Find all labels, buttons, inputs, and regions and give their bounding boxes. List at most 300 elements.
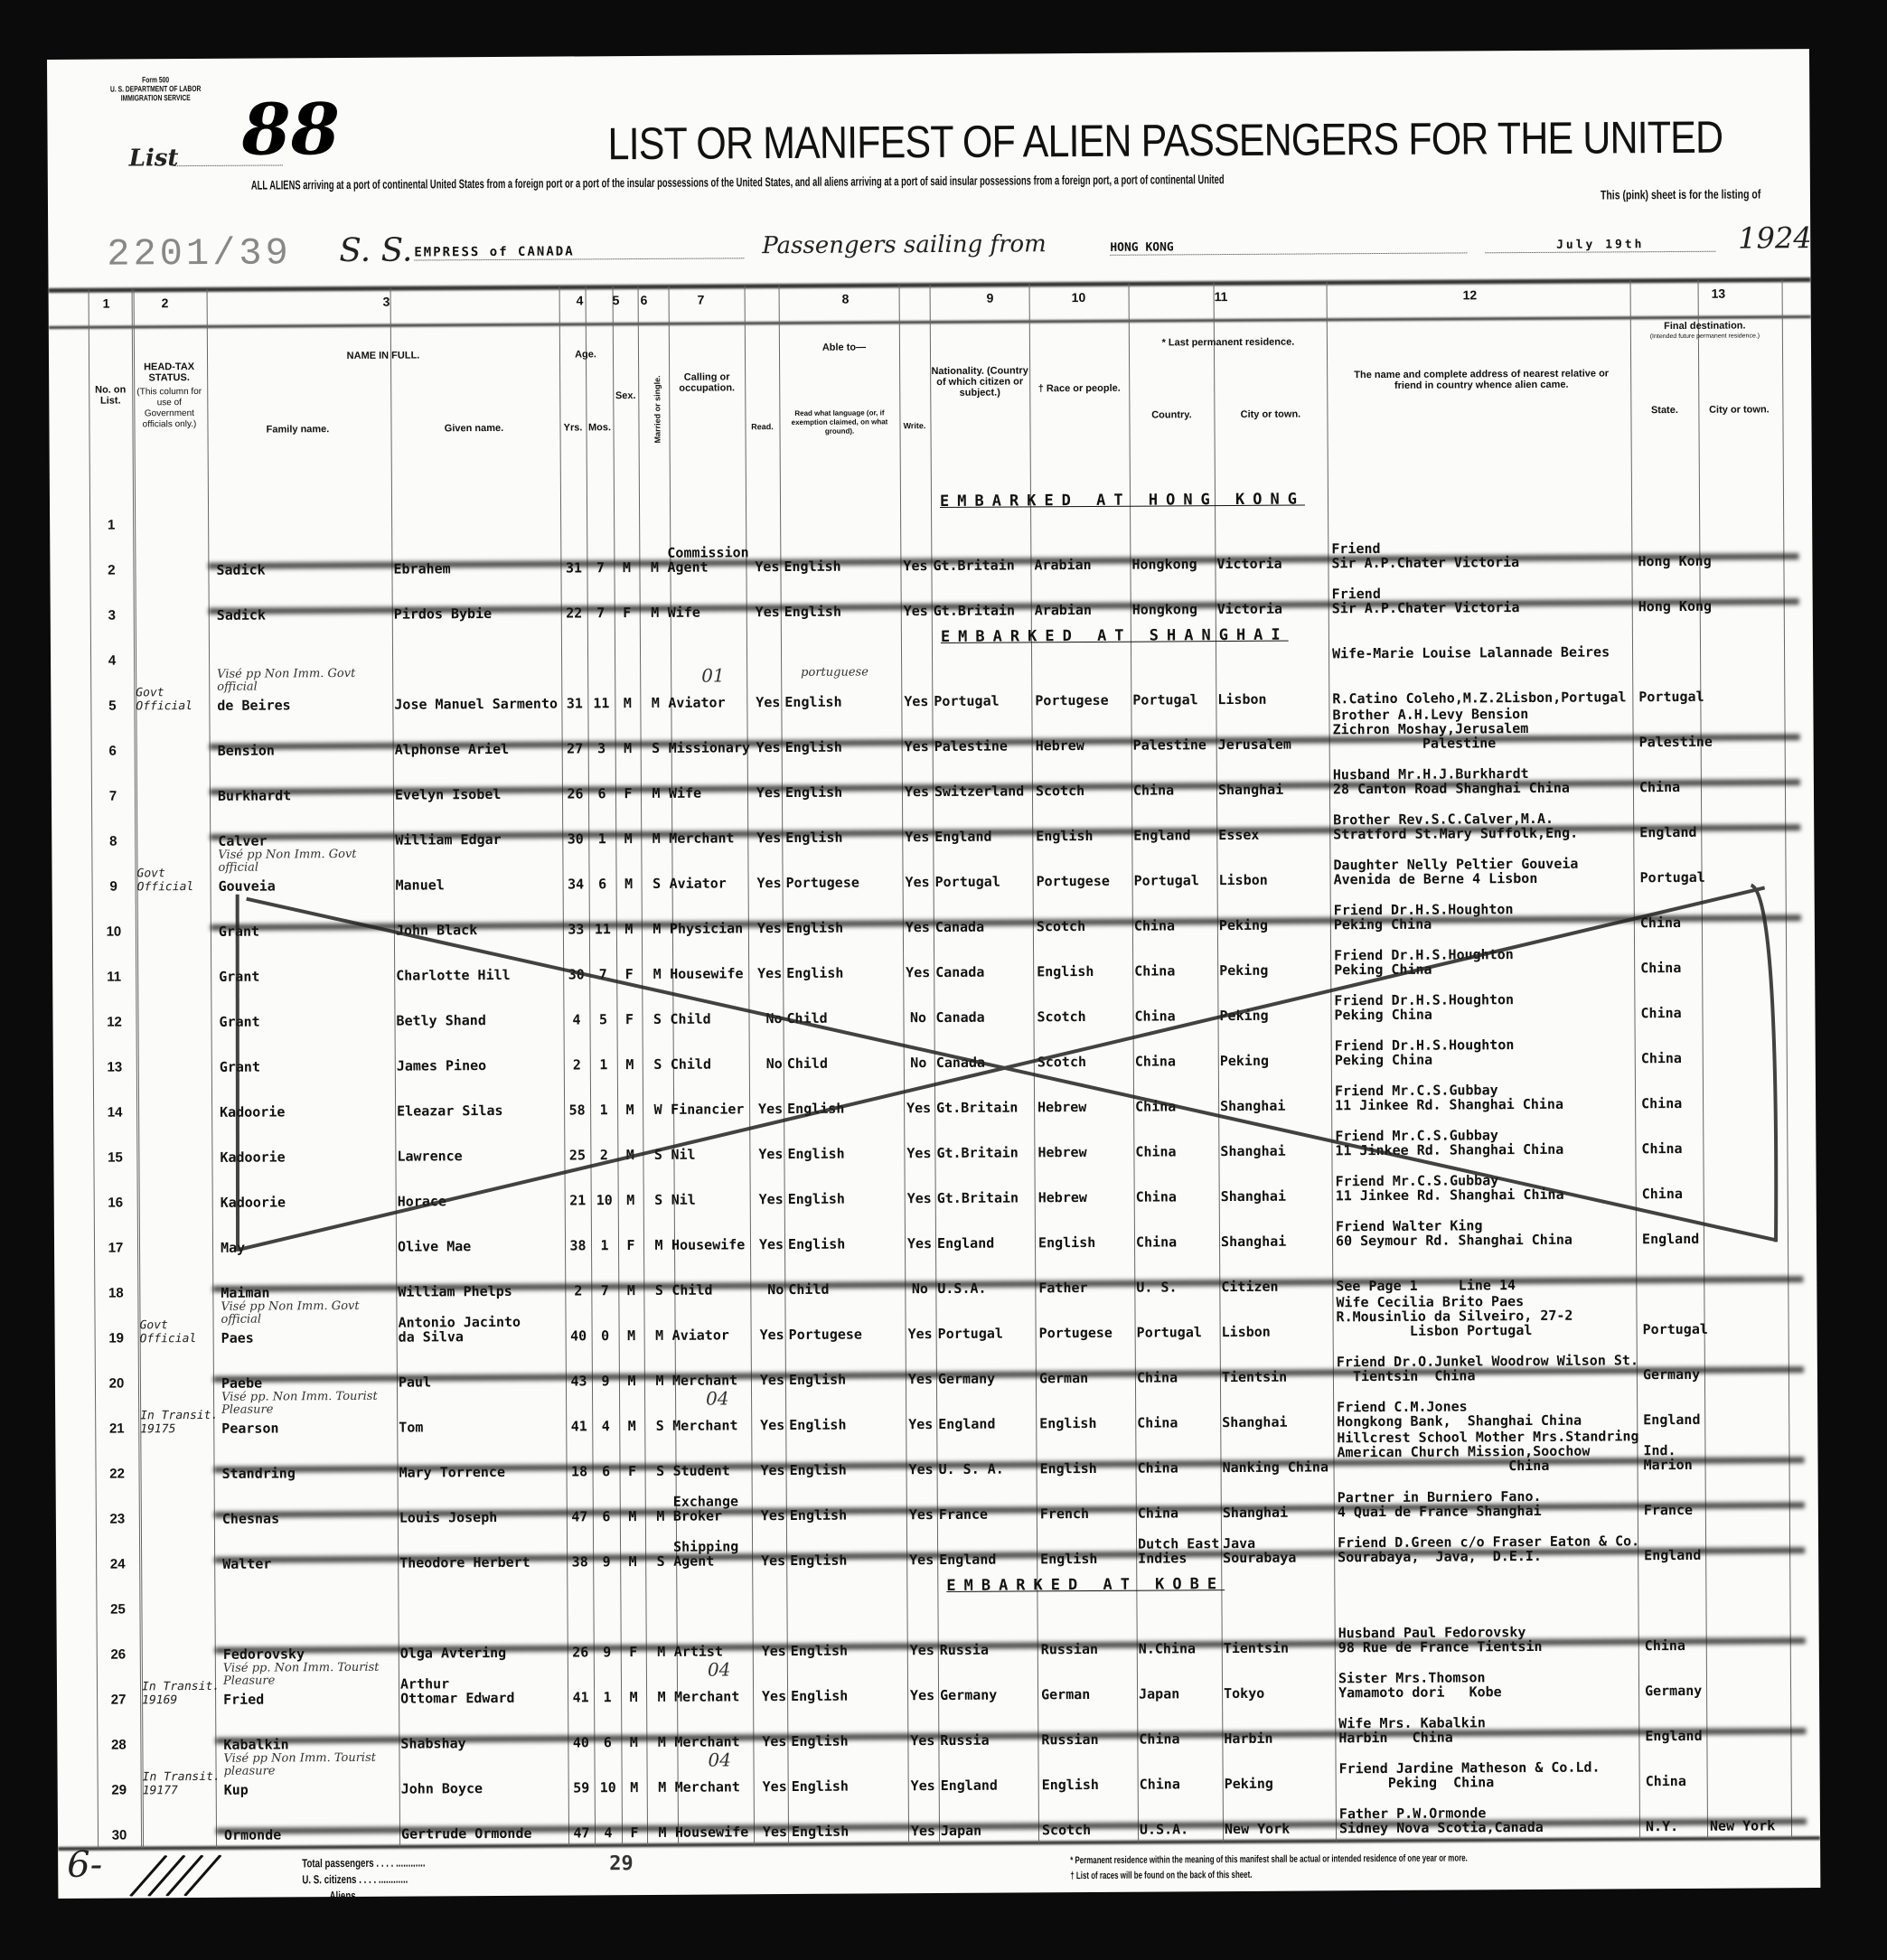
- cell-given: Tom: [399, 1419, 424, 1436]
- cell-language: English: [791, 1823, 850, 1841]
- cell-sex: M: [624, 921, 634, 938]
- cell-read: Yes: [761, 1552, 786, 1570]
- cell-calling: Nil: [671, 1191, 696, 1208]
- cell-read: Yes: [756, 920, 782, 937]
- cell-sex: M: [623, 695, 632, 712]
- cell-calling: Missionary: [668, 739, 751, 756]
- us-citizens-text: U. S. citizens: [302, 1871, 357, 1887]
- occupation-code: 01: [701, 664, 725, 687]
- occupation-code: 04: [705, 1387, 729, 1410]
- cell-write: Yes: [909, 1642, 934, 1659]
- cell-given: Louis Joseph: [399, 1508, 498, 1526]
- column-number: 10: [1071, 289, 1086, 305]
- cell-family: Kadoorie: [220, 1194, 286, 1211]
- cell-married: S: [652, 1010, 662, 1027]
- cell-mos: 10: [596, 1192, 613, 1209]
- cell-mos: 6: [597, 785, 606, 802]
- cell-language: English: [791, 1687, 849, 1705]
- total-passengers-text: Total passengers: [302, 1855, 374, 1871]
- cell-relative: Husband Paul Fedorovsky 98 Rue de France Tientsin: [1338, 1624, 1543, 1656]
- cell-language: English: [784, 693, 842, 711]
- cell-family: Grant: [219, 1013, 260, 1030]
- cell-no: 11: [107, 969, 122, 985]
- cell-no: 17: [108, 1240, 124, 1256]
- cell-race: Scotch: [1036, 917, 1086, 935]
- cell-headtax: Govt Official: [136, 867, 194, 895]
- cell-language: English: [790, 1642, 849, 1660]
- cell-language: English: [787, 1100, 845, 1118]
- cell-yrs: 30: [567, 830, 584, 848]
- cell-state: Germany: [1642, 1365, 1701, 1383]
- handwritten-annotation: Visé pp Non Imm. Govt official: [221, 1299, 360, 1327]
- cell-write: Yes: [910, 1732, 935, 1749]
- cell-no: 7: [108, 788, 117, 804]
- cell-no: 5: [108, 698, 117, 714]
- cell-married: W: [653, 1101, 662, 1118]
- cell-no: 4: [108, 652, 117, 669]
- cell-married: M: [654, 1236, 663, 1253]
- cell-state: Hong Kong: [1638, 597, 1713, 615]
- column-number: 7: [697, 292, 705, 307]
- cell-city: Peking: [1219, 1052, 1270, 1070]
- cell-family: Bension: [217, 742, 275, 759]
- handwritten-annotation: Visé pp. Non Imm. Tourist Pleasure: [221, 1389, 378, 1417]
- cell-calling: Aviator: [671, 1327, 729, 1344]
- cell-family: Standring: [221, 1465, 296, 1482]
- cell-sex: M: [624, 740, 633, 757]
- cell-country: China: [1135, 1098, 1177, 1115]
- cell-country: U.S.A.: [1139, 1821, 1189, 1838]
- cell-given: John Boyce: [400, 1780, 483, 1797]
- cell-calling: Financier: [671, 1101, 745, 1118]
- cell-yrs: 25: [568, 1147, 587, 1164]
- cell-language: English: [787, 1145, 845, 1163]
- cell-no: 15: [108, 1149, 123, 1166]
- cell-yrs: 2: [574, 1282, 583, 1299]
- cell-country: England: [1133, 827, 1191, 844]
- cell-yrs: 40: [572, 1734, 589, 1751]
- cell-city: Shanghai: [1222, 1504, 1289, 1522]
- cell-sex: F: [624, 966, 634, 983]
- cell-read: No: [765, 1010, 783, 1027]
- cell-yrs: 41: [572, 1689, 589, 1706]
- cell-relative: Friend Mr.C.S.Gubbay 11 Jinkee Rd. Shanghai China: [1334, 1082, 1564, 1114]
- cell-calling: Commission Agent: [667, 544, 749, 576]
- cell-write: Yes: [908, 1506, 934, 1524]
- cell-nationality: Portugal: [934, 873, 1000, 891]
- cell-relative: Hillcrest School Mother Mrs.Standring American Church Mission,Soochow China: [1337, 1428, 1639, 1476]
- cell-no: 8: [109, 833, 117, 849]
- inspection-stamp: [112, 1855, 248, 1897]
- cell-family: May: [220, 1239, 246, 1256]
- cancel-bracket-left: [236, 895, 239, 1252]
- port-of-departure: HONG KONG: [1110, 239, 1467, 255]
- cell-calling: Aviator: [668, 694, 726, 711]
- column-number: 6: [640, 292, 648, 307]
- cell-read: Yes: [762, 1824, 788, 1841]
- header-name-in-full: NAME IN FULL.: [346, 350, 420, 361]
- cell-calling: Artist: [673, 1643, 724, 1660]
- cell-mos: 7: [596, 605, 606, 622]
- cell-calling: Child: [670, 1010, 711, 1027]
- cell-nationality: England: [939, 1551, 997, 1569]
- cell-yrs: 30: [568, 966, 585, 983]
- cell-nationality: Gt.Britain: [936, 1099, 1019, 1117]
- cell-yrs: 18: [570, 1463, 588, 1480]
- section-heading: EMBARKED AT HONG KONG: [939, 490, 1305, 511]
- cell-no: 25: [110, 1601, 126, 1618]
- cell-relative: Father P.W.Ormonde Sidney Nova Scotia,Canada: [1338, 1805, 1544, 1837]
- aliens-label: Aliens . . . . ............: [329, 1888, 408, 1903]
- column-number: 13: [1711, 286, 1726, 301]
- ship-name: EMPRESS of CANADA: [414, 243, 744, 260]
- cell-relative: See Page 1 Line 14: [1336, 1277, 1516, 1295]
- cell-calling: Nil: [671, 1146, 696, 1163]
- cell-read: Yes: [758, 1146, 784, 1163]
- department: U. S. DEPARTMENT OF LABOR: [109, 83, 202, 94]
- cell-relative: Friend Dr.H.S.Houghton Peking China: [1333, 901, 1514, 933]
- cell-relative: Friend Jardine Matheson & Co.Ld. Peking China: [1338, 1758, 1601, 1792]
- cell-mos: 7: [600, 1282, 609, 1299]
- final-destination-title: Final destination.: [1664, 320, 1746, 333]
- header-race: † Race or people.: [1037, 382, 1121, 395]
- cell-country: China: [1134, 962, 1176, 980]
- cell-state: Portugal: [1642, 1320, 1708, 1338]
- cell-married: M: [650, 558, 660, 576]
- cell-family: Kadoorie: [220, 1149, 286, 1166]
- cell-state: China: [1640, 1049, 1682, 1067]
- cell-married: M: [652, 965, 662, 982]
- cell-race: English: [1037, 962, 1094, 980]
- cell-nationality: England: [934, 828, 992, 846]
- cell-nationality: Russia: [939, 1641, 990, 1658]
- cell-state: China: [1638, 778, 1681, 796]
- cell-state: China: [1641, 1139, 1683, 1158]
- cell-city: Victoria: [1216, 555, 1282, 573]
- cell-yrs: 58: [568, 1102, 586, 1119]
- cell-language: English: [784, 783, 843, 802]
- cell-calling: Housewife: [674, 1824, 749, 1841]
- cell-given: Eleazar Silas: [397, 1102, 503, 1120]
- column-number: 12: [1462, 287, 1478, 303]
- cell-language: Portugese: [785, 874, 859, 892]
- cell-read: Yes: [755, 604, 780, 621]
- cell-married: M: [651, 694, 660, 711]
- cell-race: Scotch: [1041, 1821, 1092, 1839]
- cell-no: 12: [107, 1014, 122, 1030]
- cell-sex: M: [630, 1779, 639, 1796]
- cell-country: Palestine: [1132, 736, 1206, 754]
- cell-city: Java Sourabaya: [1223, 1534, 1297, 1567]
- cell-city: Peking: [1224, 1775, 1273, 1793]
- cell-no: 29: [111, 1782, 127, 1798]
- header-nationality: Nationality. (Country of which citizen or subject.): [931, 365, 1028, 399]
- cell-nationality: Germany: [940, 1686, 998, 1703]
- cell-mos: 9: [603, 1644, 612, 1661]
- cell-read: Yes: [756, 830, 782, 847]
- head-tax-note: (This column for use of Government officials only.): [136, 386, 202, 430]
- column-number: 11: [1214, 289, 1228, 305]
- cell-nationality: Japan: [940, 1822, 982, 1839]
- cell-sex: M: [622, 559, 632, 577]
- cell-country: China: [1137, 1459, 1178, 1477]
- cell-race: English: [1041, 1776, 1099, 1794]
- cell-write: Yes: [904, 738, 929, 755]
- handwritten-annotation: Visé pp Non Imm. Tourist pleasure: [223, 1750, 377, 1778]
- cell-state: England: [1645, 1727, 1703, 1745]
- cell-write: Yes: [904, 783, 930, 801]
- cell-write: Yes: [907, 1326, 933, 1343]
- cell-calling: Aviator: [669, 875, 727, 892]
- cell-state: China: [1640, 959, 1682, 977]
- cell-race: Arabian: [1034, 556, 1092, 574]
- cell-language: Child: [788, 1280, 830, 1299]
- cell-sex: F: [624, 785, 633, 802]
- cell-nationality: Gt.Britain: [933, 557, 1015, 575]
- cell-nationality: Canada: [934, 918, 985, 936]
- cell-country: N.China: [1138, 1640, 1197, 1657]
- cell-nationality: Russia: [940, 1731, 990, 1749]
- footnote-races: † List of races will be found on the back of this sheet.: [1070, 1869, 1253, 1882]
- cell-mos: 6: [602, 1508, 611, 1525]
- cell-state: England: [1641, 1230, 1700, 1248]
- cell-language: English: [784, 603, 842, 621]
- column-number: 8: [841, 291, 850, 306]
- cell-nationality: U. S. A.: [938, 1460, 1004, 1478]
- cell-no: 2: [108, 562, 116, 578]
- cell-no: 24: [109, 1556, 126, 1572]
- total-passengers-label: Total passengers . . . . ............: [302, 1855, 426, 1871]
- cell-sex: M: [625, 1147, 634, 1164]
- cell-yrs: 40: [570, 1327, 587, 1345]
- cell-calling: Wife: [667, 604, 700, 621]
- cell-married: S: [654, 1281, 663, 1299]
- cell-married: M: [656, 1507, 665, 1524]
- cell-given: Evelyn Isobel: [394, 785, 502, 803]
- cell-married: M: [655, 1327, 664, 1344]
- cell-city: Lisbon: [1217, 690, 1267, 708]
- header-read: Read.: [751, 422, 774, 432]
- cell-married: S: [655, 1462, 665, 1479]
- header-married: Married or single.: [652, 375, 662, 444]
- cell-language: Portugese: [788, 1326, 862, 1344]
- column-number: 4: [576, 293, 584, 308]
- sailing-date: July 19th: [1485, 238, 1715, 254]
- cell-state: England: [1644, 1546, 1702, 1564]
- column-number: 9: [986, 290, 994, 305]
- cell-city: Shanghai: [1220, 1187, 1287, 1205]
- cell-given: Horace: [397, 1193, 446, 1210]
- cell-state: China: [1645, 1772, 1686, 1790]
- cell-race: Portugese: [1038, 1324, 1112, 1342]
- header-dest-city: City or town.: [1709, 404, 1770, 416]
- cell-calling: Exchange Broker: [672, 1493, 739, 1524]
- cell-city: Essex: [1218, 826, 1260, 844]
- cell-write: Yes: [906, 1235, 933, 1252]
- header-relative: The name and complete address of nearest relative or friend in country whence alien came.: [1354, 368, 1610, 391]
- cell-mos: 9: [601, 1373, 610, 1390]
- cell-no: 21: [108, 1421, 125, 1437]
- header-family-name: Family name.: [266, 424, 330, 436]
- cell-given: Theodore Herbert: [399, 1553, 530, 1571]
- cell-nationality: Gt.Britain: [936, 1189, 1019, 1207]
- cell-write: Yes: [905, 874, 930, 891]
- cell-race: Russian: [1040, 1640, 1099, 1658]
- header-read-language: Read what language (or, if exemption claimed, on what ground).: [791, 408, 888, 436]
- cancel-stroke-1: [247, 889, 1776, 1252]
- cell-no: 9: [109, 878, 117, 895]
- cell-married: M: [657, 1643, 666, 1660]
- cell-city: Harbin: [1224, 1730, 1273, 1748]
- cell-country: China: [1136, 1369, 1178, 1386]
- cell-write: Yes: [910, 1777, 935, 1795]
- cell-state: Portugal: [1638, 688, 1704, 706]
- cell-given: Arthur Ottomar Edward: [399, 1675, 515, 1707]
- cell-city: New York: [1224, 1820, 1291, 1838]
- cell-family: Fried: [223, 1691, 265, 1708]
- cell-yrs: 47: [573, 1824, 590, 1842]
- cell-married: M: [652, 784, 661, 802]
- cell-relative: Friend Mr.C.S.Gubbay 11 Jinkee Rd. Shanghai China: [1335, 1127, 1564, 1159]
- cell-relative: Brother A.H.Levy Bension Zichron Moshay,Jerusalem Palestine: [1332, 706, 1529, 753]
- cell-country: Portugal: [1132, 691, 1198, 708]
- cell-write: Yes: [905, 919, 930, 936]
- header-last-residence: * Last permanent residence.: [1161, 336, 1295, 349]
- cell-yrs: 38: [569, 1237, 587, 1254]
- cell-country: Hongkong: [1131, 556, 1197, 573]
- cell-language: English: [790, 1552, 848, 1570]
- cell-nationality: Germany: [937, 1370, 996, 1388]
- cell-language: English: [784, 738, 842, 756]
- cell-calling: Housewife: [671, 1236, 746, 1253]
- cell-mos: 2: [599, 1147, 608, 1164]
- cell-city: Shanghai: [1220, 1142, 1286, 1160]
- cell-read: Yes: [757, 1101, 784, 1118]
- cell-mos: 4: [601, 1418, 610, 1435]
- cell-no: 1: [107, 517, 116, 533]
- cell-mos: 11: [594, 921, 611, 938]
- cell-city: Lisbon: [1221, 1323, 1271, 1341]
- cell-read: Yes: [757, 965, 783, 982]
- header-given-name: Given name.: [444, 422, 504, 435]
- cell-married: S: [654, 1191, 663, 1208]
- cell-mos: 5: [598, 1011, 608, 1028]
- cell-country: China: [1135, 1143, 1177, 1160]
- cell-race: Hebrew: [1037, 1188, 1087, 1206]
- cell-read: Yes: [756, 875, 782, 892]
- cell-relative: Wife-Marie Louise Lalannade Beires: [1331, 643, 1610, 662]
- cell-relative: Partner in Burniero Fano. 4 Quai de France Shanghai: [1337, 1487, 1542, 1521]
- cell-relative: Sister Mrs.Thomson Yamamoto dori Kobe: [1338, 1669, 1502, 1702]
- cell-city: Tokyo: [1224, 1684, 1265, 1702]
- cell-language: English: [785, 919, 844, 937]
- cell-relative: Daughter Nelly Peltier Gouveia Avenida de Berne 4 Lisbon: [1333, 855, 1579, 888]
- cell-sex: M: [627, 1373, 636, 1390]
- column-number: 1: [102, 295, 110, 311]
- cell-married: M: [652, 830, 661, 847]
- cell-write: No: [911, 1280, 928, 1298]
- cell-state: Portugal: [1639, 868, 1705, 886]
- cell-no: 3: [108, 607, 116, 624]
- cell-city: Shanghai: [1220, 1233, 1287, 1251]
- cell-family: Grant: [218, 923, 260, 940]
- cell-family: Kabalkin: [223, 1736, 289, 1753]
- cell-city: Tientsin: [1221, 1368, 1288, 1386]
- cell-sex: M: [624, 876, 634, 893]
- cell-write: Yes: [908, 1461, 934, 1478]
- cell-mos: 1: [599, 1056, 608, 1074]
- cell-relative: Wife Cecilia Brito Paes R.Mousinlio da Silveiro, 27-2 Lisbon Portugal: [1336, 1293, 1573, 1340]
- cell-write: Yes: [908, 1416, 934, 1433]
- cell-given: Antonio Jacinto da Silva: [398, 1313, 521, 1346]
- cell-no: 14: [107, 1104, 123, 1121]
- header-state: State.: [1650, 404, 1678, 417]
- cell-no: 18: [108, 1285, 124, 1301]
- header-sex: Sex.: [615, 390, 636, 402]
- cell-mos: 1: [603, 1689, 612, 1706]
- cell-country: China: [1137, 1505, 1179, 1522]
- cell-sex: F: [626, 1237, 635, 1254]
- cell-calling: Student: [672, 1462, 730, 1479]
- cell-given: Gertrude Ormonde: [400, 1824, 532, 1843]
- cell-calling: Child: [670, 1055, 712, 1073]
- head-tax-title: HEAD-TAX STATUS.: [144, 361, 195, 384]
- cell-mos: 0: [601, 1327, 610, 1345]
- cell-race: German: [1038, 1369, 1089, 1387]
- cell-mos: 6: [601, 1463, 611, 1480]
- cell-read: Yes: [761, 1643, 786, 1660]
- column-number: 5: [612, 293, 620, 308]
- cell-relative: Friend Dr.H.S.Houghton Peking China: [1334, 991, 1515, 1024]
- cell-write: Yes: [909, 1552, 934, 1569]
- cell-calling: Shipping Agent: [673, 1538, 739, 1570]
- ss-label: S. S.: [339, 231, 413, 270]
- header-able-to: Able to—: [821, 342, 867, 353]
- cell-yrs: 41: [570, 1418, 587, 1435]
- cell-family: Paebe: [221, 1374, 263, 1392]
- header-calling: Calling or occupation.: [679, 371, 736, 394]
- cell-state: China: [1639, 914, 1682, 932]
- cancel-stroke-2: [238, 887, 1767, 1252]
- cell-nationality: Canada: [935, 1008, 985, 1027]
- cell-dest-city: New York: [1709, 1817, 1776, 1834]
- cell-no: 19: [108, 1330, 125, 1346]
- cell-write: Yes: [906, 1190, 932, 1207]
- cell-language: English: [787, 1190, 845, 1208]
- cell-married: M: [657, 1733, 666, 1750]
- cell-country: China: [1134, 1053, 1177, 1070]
- cell-yrs: 22: [566, 605, 583, 622]
- header-write: Write.: [903, 421, 926, 431]
- cell-city: Tientsin: [1223, 1639, 1290, 1657]
- cell-sex: M: [627, 1418, 636, 1435]
- cell-state: N.Y.: [1645, 1818, 1679, 1835]
- cell-sex: M: [626, 1282, 635, 1299]
- cell-no: 13: [107, 1059, 123, 1075]
- cell-nationality: England: [936, 1234, 995, 1252]
- cell-yrs: 21: [569, 1192, 587, 1209]
- cell-read: Yes: [759, 1372, 784, 1389]
- cell-state: China: [1641, 1094, 1683, 1112]
- occupation-code: 04: [708, 1749, 732, 1771]
- cell-read: Yes: [762, 1778, 787, 1796]
- cell-state: England: [1643, 1411, 1701, 1429]
- stamp-number: 2201/39: [107, 231, 292, 277]
- cell-yrs: 31: [566, 695, 583, 712]
- cell-nationality: Switzerland: [934, 783, 1025, 801]
- subtitle-2: This (pink) sheet is for the listing of: [1600, 186, 1761, 202]
- aliens-text: Aliens: [329, 1888, 356, 1903]
